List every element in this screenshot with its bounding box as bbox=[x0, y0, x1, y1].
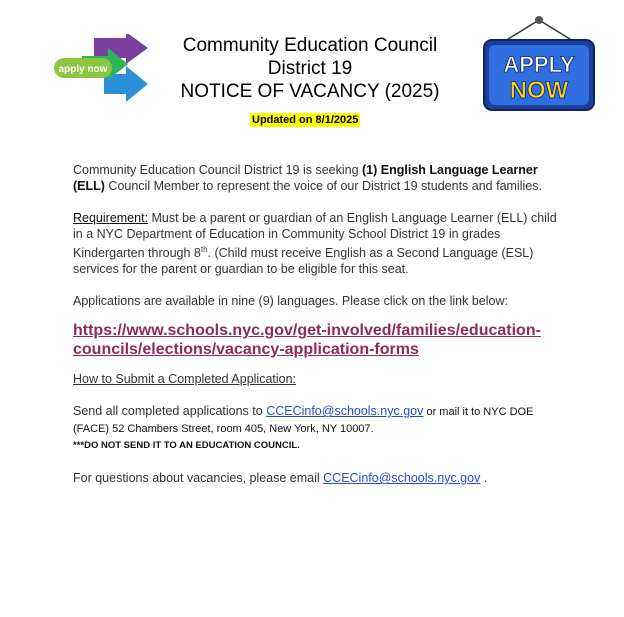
questions-end: . bbox=[480, 471, 488, 486]
applications-paragraph: Applications are available in nine (9) languages. Please click on the link below: bbox=[73, 294, 508, 309]
submit-email-link[interactable]: CCECinfo@schools.nyc.gov bbox=[266, 404, 424, 419]
requirement-paragraph bbox=[73, 210, 563, 277]
page-title bbox=[150, 34, 470, 103]
requirement-label: Requirement: bbox=[73, 211, 149, 225]
submit-mail-address: or mail it to NYC DOE (FACE) 52 Chambers Street, room 405, New York, NY 10007. bbox=[73, 406, 534, 436]
submit-heading: How to Submit a Completed Application: bbox=[73, 372, 297, 387]
intro-paragraph bbox=[73, 162, 563, 194]
requirement-sup: th bbox=[200, 245, 208, 254]
submit-warning: ***DO NOT SEND IT TO AN EDUCATION COUNCIL. bbox=[73, 440, 300, 452]
vacancy-notice-body bbox=[73, 162, 563, 486]
questions-text: For questions about vacancies, please email bbox=[73, 471, 324, 486]
title-line-district: District 19 bbox=[267, 58, 353, 79]
apply-now-arrows-logo bbox=[52, 34, 148, 114]
requirement-text-end: . (Child must receive English as a Second Language (ESL) services for the parent or guardian to be eligible for this seat. bbox=[73, 246, 534, 277]
questions-paragraph bbox=[73, 470, 563, 486]
apply-now-sign-logo bbox=[478, 14, 600, 114]
submit-paragraph bbox=[73, 403, 563, 454]
title-line-council: Community Education Council bbox=[182, 35, 438, 56]
application-forms-link[interactable]: https://www.schools.nyc.gov/get-involved/families/education-councils/elections/vacancy-application-forms bbox=[73, 322, 541, 359]
sign-apply-text: APPLY bbox=[503, 52, 575, 77]
apply-now-logo-text: apply now bbox=[58, 64, 108, 75]
submit-text: Send all completed applications to bbox=[73, 404, 267, 419]
sign-now-text: NOW bbox=[509, 77, 569, 104]
intro-text-end: Council Member to represent the voice of our District 19 students and families. bbox=[104, 179, 542, 193]
updated-date-badge: Updated on 8/1/2025 bbox=[252, 114, 359, 126]
intro-text: Community Education Council District 19 is seeking bbox=[73, 163, 363, 177]
questions-email-link[interactable]: CCECinfo@schools.nyc.gov bbox=[323, 471, 481, 486]
intro-seat-type: (1) English Language Learner (ELL) bbox=[73, 163, 538, 193]
title-line-notice: NOTICE OF VACANCY (2025) bbox=[180, 81, 440, 102]
requirement-text: Must be a parent or guardian of an English Language Learner (ELL) child in a NYC Department of Education in Community School District 19 in grades Kindergarten through 8 bbox=[73, 211, 557, 261]
